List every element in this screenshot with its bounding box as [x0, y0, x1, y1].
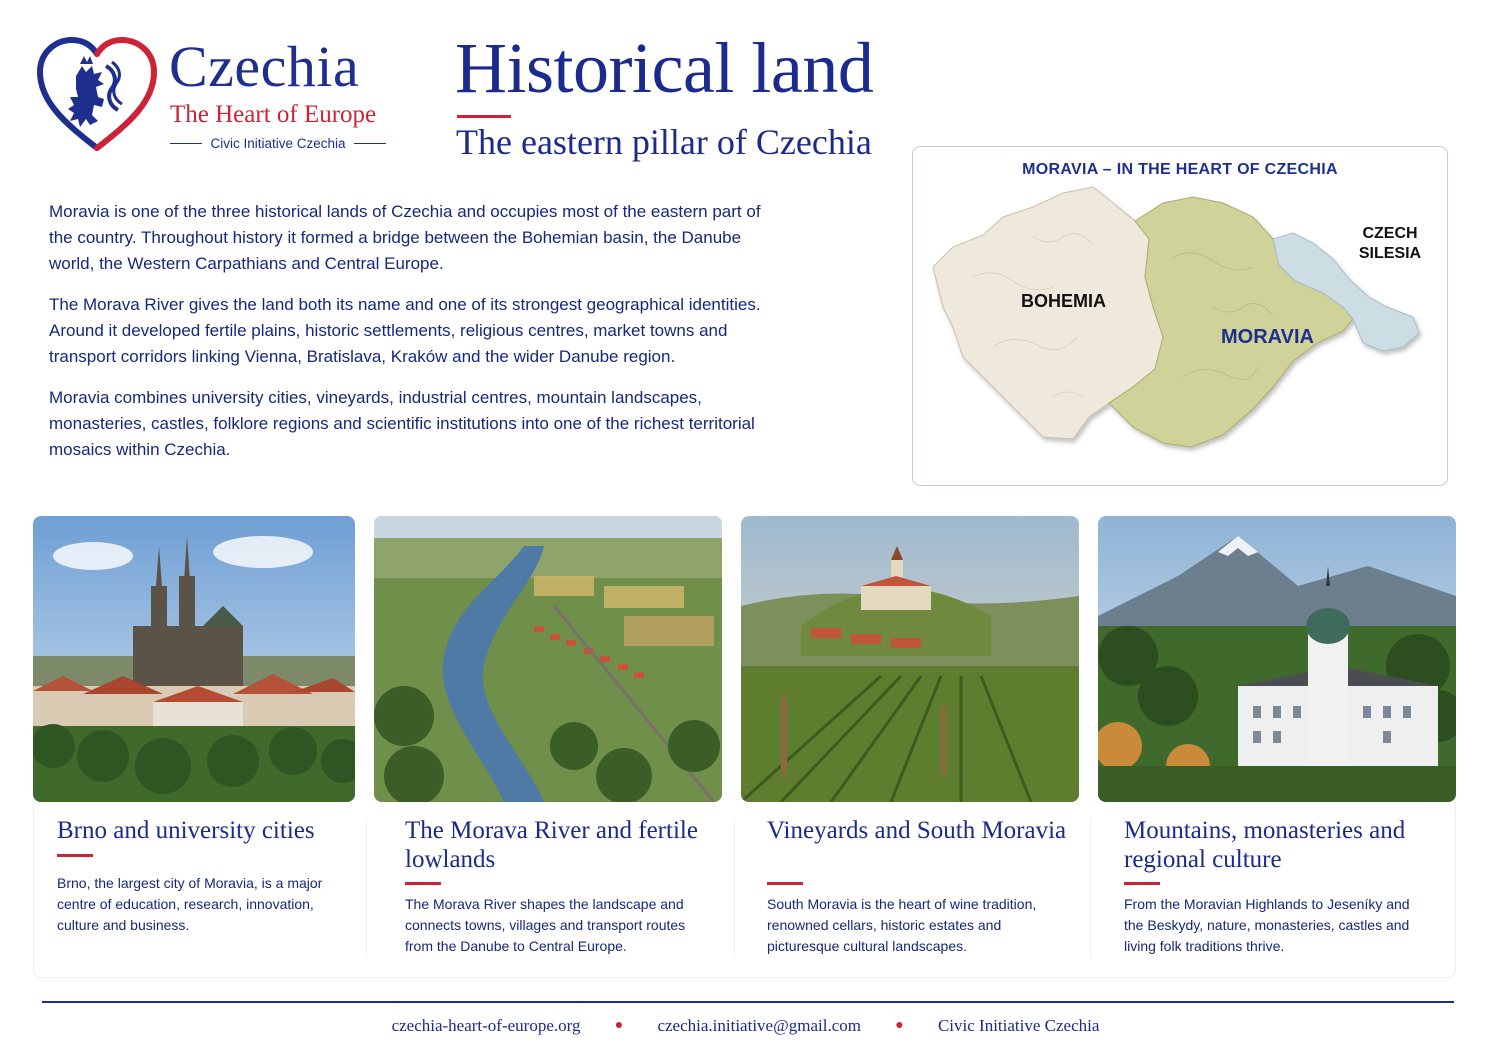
south-moravia-vineyards-photo — [741, 516, 1079, 802]
card-divider — [1090, 818, 1091, 958]
bullet-dot-icon: ● — [614, 1018, 624, 1033]
intro-paragraph: Moravia is one of the three historical lands of Czechia and occupies most of the eastern part of the country. Throughout history it formed a bridge between the Bohemian basin, the Danube world, the Western Carpathians and Central Europe. — [49, 202, 761, 273]
card-accent-rule — [405, 882, 441, 885]
card-accent-rule — [767, 882, 803, 885]
card-text: From the Moravian Highlands to Jeseníky and the Beskydy, nature, monasteries, castles and living folk traditions thrive. — [1124, 896, 1410, 954]
map-panel — [912, 146, 1448, 486]
heart-lion-emblem-icon — [36, 36, 158, 152]
page-subtitle: The eastern pillar of Czechia — [456, 122, 872, 162]
title-accent-rule — [457, 115, 511, 118]
brand-name: Czechia — [169, 34, 360, 99]
card-title: Mountains, monasteries and regional culture — [1124, 817, 1406, 873]
bullet-dot-icon: ● — [895, 1018, 904, 1033]
card-text: The Morava River shapes the landscape and connects towns, villages and transport routes from the Danube to Central Europe. — [405, 896, 686, 954]
intro-text — [49, 199, 769, 478]
map-label-silesia: CZECH SILESIA — [1358, 225, 1422, 262]
card-title: Brno and university cities — [57, 817, 315, 844]
footer — [0, 1016, 1491, 1036]
brand-org-line — [170, 136, 386, 151]
card-divider — [734, 818, 735, 958]
map-caption: MORAVIA – IN THE HEART OF CZECHIA — [1022, 161, 1338, 178]
czechia-map — [913, 147, 1449, 487]
morava-river-photo — [374, 516, 722, 802]
brand-org-name: Civic Initiative Czechia — [210, 136, 346, 151]
card-accent-rule — [57, 854, 93, 857]
brand-tagline: The Heart of Europe — [170, 101, 377, 128]
footer-org: Civic Initiative Czechia — [937, 1016, 1100, 1035]
card-text: Brno, the largest city of Moravia, is a major centre of education, research, innovation, culture and business. — [57, 875, 323, 933]
intro-paragraph: The Morava River gives the land both its name and one of its strongest geographical identities. Around it developed fertile plains, historic settlements, religious centres, market towns and transport corridors linking Vienna, Bratislava, Kraków and the wider Danube region. — [49, 295, 761, 366]
brand-logo — [36, 36, 396, 156]
intro-paragraph: Moravia combines university cities, vineyards, industrial centres, mountain landscapes, monasteries, castles, folklore regions and scientific institutions into one of the richest territorial mosaics within Czechia. — [49, 388, 755, 459]
card-divider — [366, 818, 367, 958]
card-title: Vineyards and South Moravia — [767, 817, 1067, 844]
divider — [170, 143, 202, 144]
mountain-monastery-photo — [1098, 516, 1456, 802]
map-label-moravia: MORAVIA — [1221, 326, 1314, 348]
divider — [354, 143, 386, 144]
footer-website-link[interactable]: czechia-heart-of-europe.org — [391, 1016, 581, 1035]
card-text: South Moravia is the heart of wine tradition, renowned cellars, historic estates and picturesque cultural landscapes. — [767, 896, 1037, 954]
map-label-bohemia: BOHEMIA — [1021, 291, 1106, 311]
brno-cathedral-photo — [33, 516, 355, 802]
footer-divider — [42, 1001, 1454, 1003]
page-title: Historical land — [455, 28, 874, 108]
footer-email-link[interactable]: czechia.initiative@gmail.com — [657, 1016, 861, 1035]
card-accent-rule — [1124, 882, 1160, 885]
card-title: The Morava River and fertile lowlands — [405, 817, 698, 873]
